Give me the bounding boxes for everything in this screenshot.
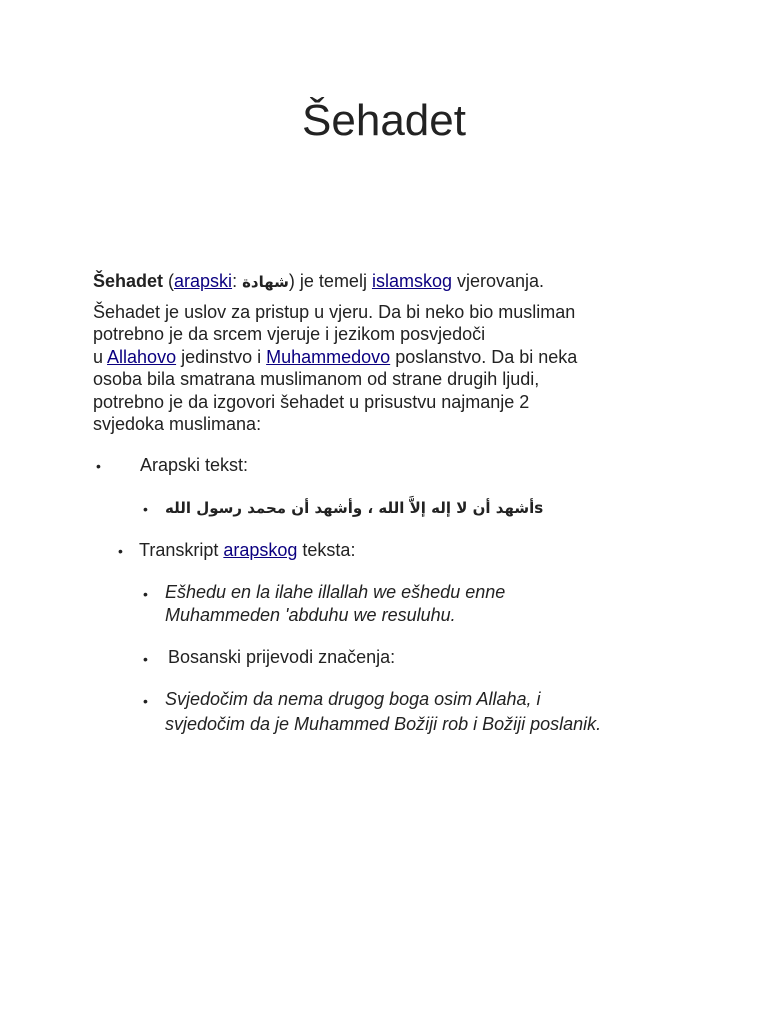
body-paragraph: [93, 301, 693, 436]
para-line-6: svjedoka muslimana:: [93, 414, 262, 434]
intro-term: Šehadet: [93, 271, 164, 291]
bullet-item-2: •: [118, 543, 123, 559]
bullet-item-1: •: [96, 458, 101, 474]
link-arapski[interactable]: arapski: [174, 271, 233, 291]
translation-line-1: Svjedočim da nema drugog boga osim Allaha, i: [165, 689, 541, 709]
link-islamskog[interactable]: islamskog: [371, 271, 452, 291]
arabic-shahada-line: [165, 496, 543, 520]
transkript-pre: Transkript: [139, 540, 224, 560]
bullet-subitem-1: •: [143, 501, 148, 517]
para-line-4: osoba bila smatrana muslimanom od strane drugih ljudi,: [93, 369, 540, 389]
para-line-3-mid: jedinstvo i: [176, 346, 267, 367]
link-muhammedovo[interactable]: Muhammedovo: [266, 346, 391, 367]
bullet-subitem-3: •: [143, 693, 148, 709]
arabic-word: شهادة: [242, 273, 289, 291]
bullet-item-3: •: [143, 651, 148, 667]
list-item-bosanski-prijevodi: Bosanski prijevodi značenja:: [168, 647, 396, 667]
bullet-subitem-2: •: [143, 586, 148, 602]
link-allahovo[interactable]: Allahovo: [107, 346, 177, 367]
list-item-arapski-tekst: Arapski tekst:: [140, 455, 249, 475]
intro-end: vjerovanja.: [451, 271, 545, 291]
list-item-transkript: [139, 539, 355, 562]
para-line-1: Šehadet je uslov za pristup u vjeru. Da bi neko bio musliman: [93, 301, 576, 322]
para-line-3-pre: u: [93, 346, 108, 367]
transliteration-line-2: Muhammeden 'abduhu we resuluhu.: [165, 605, 456, 625]
intro-after-arabic: ) je temelj: [288, 271, 372, 291]
para-line-2: potrebno je da srcem vjeruje i jezikom posvjedoči: [93, 324, 486, 344]
article-body: [93, 270, 693, 436]
transkript-post: teksta:: [297, 540, 356, 560]
page-title: Šehadet: [302, 96, 466, 145]
link-arapskog[interactable]: arapskog: [223, 540, 298, 560]
arabic-shahada-text: أشهد أن لا إله إلاَّ الله ، وأشهد أن محمد رسول الله: [165, 499, 535, 517]
arabic-shahada-suffix: s: [534, 499, 544, 517]
intro-open-paren: (: [163, 271, 175, 291]
para-line-3-post: poslanstvo. Da bi neka: [390, 346, 578, 367]
intro-colon: :: [232, 271, 243, 291]
transliteration-line-1: Ešhedu en la ilahe illallah we ešhedu enne: [165, 582, 506, 602]
para-line-5: potrebno je da izgovori šehadet u prisustvu najmanje 2: [93, 391, 530, 412]
intro-paragraph: [93, 270, 693, 294]
translation-line-2: svjedočim da je Muhammed Božiji rob i Božiji poslanik.: [165, 714, 602, 734]
